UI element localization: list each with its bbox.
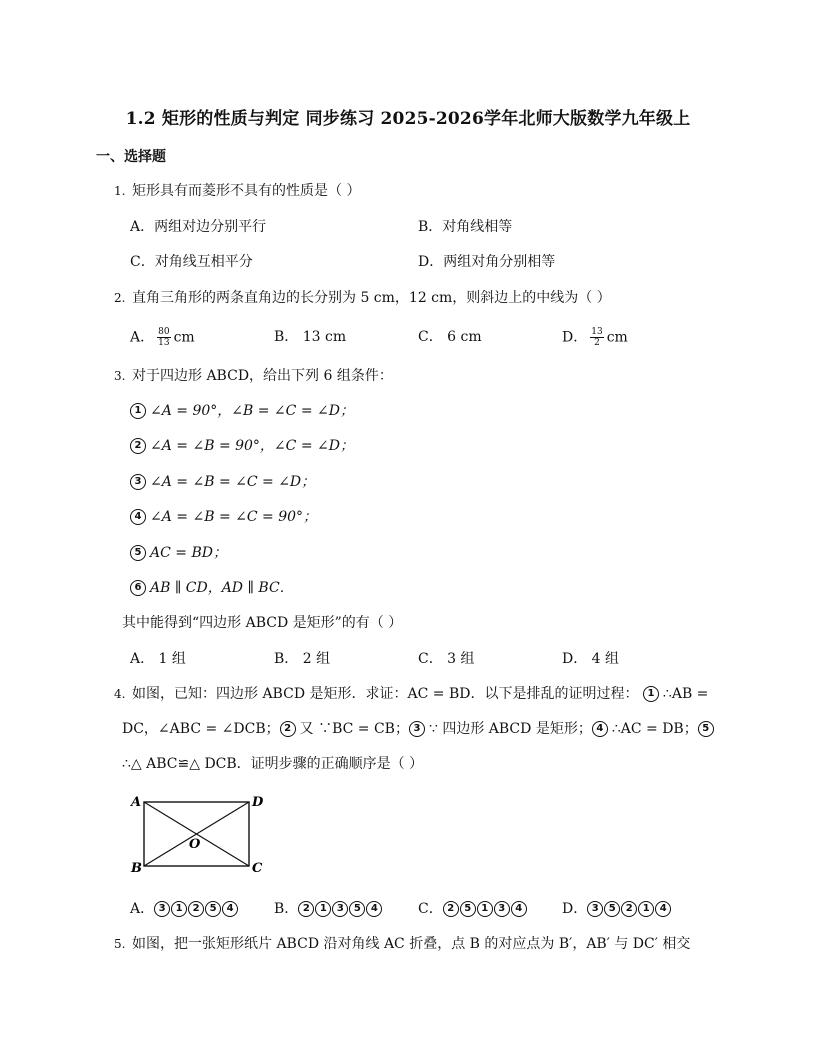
question-stem: 对于四边形 ABCD，给出下列 6 组条件： [132, 368, 393, 384]
circled-number: 1 [130, 403, 146, 419]
question-5 [114, 934, 690, 954]
circled-number: 1 [643, 686, 659, 702]
label-a: A [131, 795, 142, 810]
q4-option-c: C． 2 5 1 3 4 [418, 899, 527, 919]
q4-option-b: B． 2 1 3 5 4 [274, 899, 382, 919]
q1-option-b: B．对角线相等 [418, 219, 513, 235]
q4-option-d: D． 3 5 2 1 4 [562, 899, 671, 919]
page-title: 1.2 矩形的性质与判定 同步练习 2025-2026学年北师大版数学九年级上 [125, 109, 691, 129]
circled-number: 3 [130, 474, 146, 490]
question-4-line-1: 4. 如图，已知：四边形 ABCD 是矩形．求证：AC = BD．以下是排乱的证明过程： 1 ∴AB = [114, 686, 709, 702]
circled-number: 2 [280, 721, 296, 737]
q2-option-a: A． $\frac{80}{13}$ cm [130, 327, 195, 348]
circled-number: 2 [130, 438, 146, 454]
question-stem: 矩形具有而菱形不具有的性质是（ ） [132, 183, 361, 199]
section-heading: 一、选择题 [96, 149, 166, 165]
fraction: $\frac{80}{13}$ [158, 327, 170, 348]
q2-option-d: D． $\frac{13}{2}$ cm [562, 327, 628, 348]
question-number: 1. [114, 184, 126, 198]
circled-number: 6 [130, 580, 146, 596]
q2-option-c: C． 6 cm [418, 329, 482, 345]
rectangle-figure [126, 790, 276, 880]
condition-1: 1 ∠A = 90°，∠B = ∠C = ∠D； [130, 401, 354, 421]
label-d: D [252, 795, 264, 810]
q1-option-d: D．两组对角分别相等 [418, 254, 556, 270]
label-b: B [131, 861, 142, 876]
fraction: $\frac{13}{2}$ [591, 327, 603, 348]
question-stem: 如图，把一张矩形纸片 ABCD 沿对角线 AC 折叠，点 B 的对应点为 B′，AB′ 与 DC′ 相交 [132, 936, 691, 952]
question-4-line-2: DC，∠ABC = ∠DCB； 2 又 ∵BC = CB； 3 ∵ 四边形 ABCD 是矩形； 4 ∴AC = DB； 5 [122, 719, 718, 739]
q2-option-b: B． 13 cm [274, 329, 347, 345]
condition-3: 3 ∠A = ∠B = ∠C = ∠D； [130, 472, 315, 492]
question-4-line-3: ∴△ ABC≌△ DCB．证明步骤的正确顺序是（ ） [122, 756, 424, 772]
question-1 [114, 181, 360, 201]
q3-option-a: A． 1 组 [130, 651, 186, 667]
condition-4: 4 ∠A = ∠B = ∠C = 90°； [130, 507, 317, 527]
circled-number: 3 [409, 721, 425, 737]
question-2 [114, 288, 611, 308]
question-stem: 直角三角形的两条直角边的长分别为 5 cm，12 cm，则斜边上的中线为（ ） [132, 290, 611, 306]
circled-number: 4 [130, 509, 146, 525]
q3-option-b: B． 2 组 [274, 651, 331, 667]
question-number: 3. [114, 369, 126, 383]
circled-number: 5 [130, 545, 146, 561]
circled-number: 5 [698, 721, 714, 737]
question-3 [114, 366, 393, 386]
question-number: 4. [114, 687, 126, 701]
label-c: C [252, 861, 263, 876]
label-o: O [189, 837, 201, 852]
q3-option-d: D． 4 组 [562, 651, 620, 667]
question-3-tail: 其中能得到“四边形 ABCD 是矩形”的有（ ） [122, 615, 403, 631]
question-number: 5. [114, 937, 126, 951]
question-number: 2. [114, 291, 126, 305]
condition-5: 5 AC = BD； [130, 543, 227, 563]
q3-option-c: C． 3 组 [418, 651, 475, 667]
q4-option-a: A． 3 1 2 5 4 [130, 899, 238, 919]
q1-option-a: A．两组对边分别平行 [130, 219, 267, 235]
circled-number: 4 [592, 721, 608, 737]
q1-option-c: C．对角线互相平分 [130, 254, 253, 270]
condition-6: 6 AB ∥ CD，AD ∥ BC． [130, 578, 294, 598]
condition-2: 2 ∠A = ∠B = 90°，∠C = ∠D； [130, 436, 354, 456]
